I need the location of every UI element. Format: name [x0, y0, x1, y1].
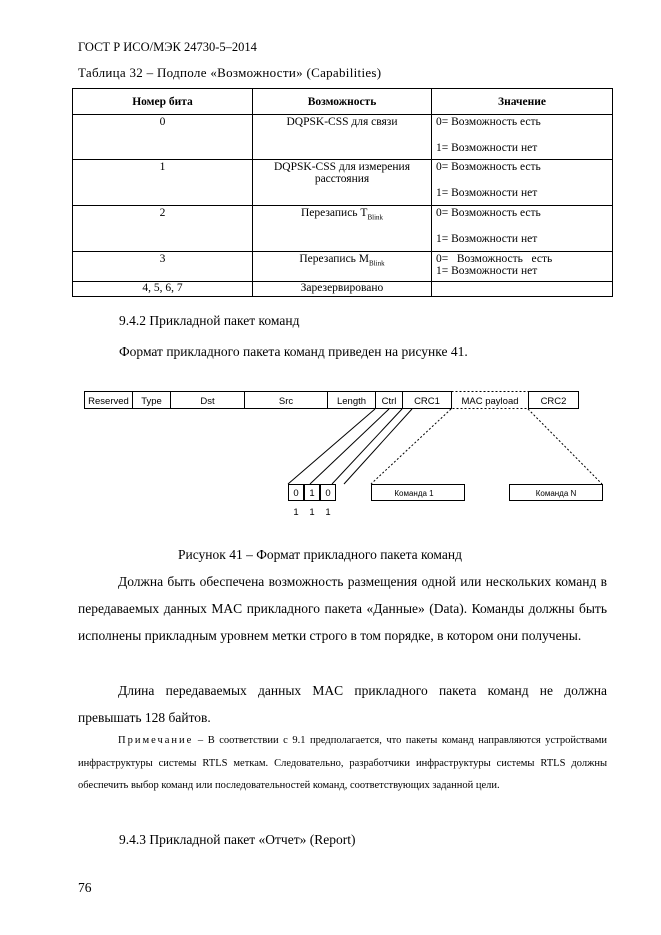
bit-label: 0 [293, 488, 299, 499]
field-src-label: Src [278, 396, 294, 407]
table-title: Таблица 32 – Подполе «Возможности» (Capabilities) [78, 65, 382, 80]
value-yes: 0= Возможность есть [436, 116, 541, 128]
column-header: Возможность [253, 89, 432, 115]
note-block [78, 730, 607, 798]
value-no: 1= Возможности нет [436, 233, 538, 245]
bit-cell: 3 [73, 252, 253, 282]
value-cell [432, 206, 613, 252]
ctrl-expand-line [332, 409, 402, 484]
bit-label: 1 [309, 488, 315, 499]
capability-subscript: Blink [369, 259, 385, 268]
capability-text: DQPSK-CSS для связи [286, 116, 398, 128]
bit-cell: 2 [73, 206, 253, 252]
table-header-row [73, 89, 613, 115]
command-last-label: Команда N [535, 489, 577, 498]
value-yes: 0= Возможность есть [436, 161, 541, 173]
section-heading-942: 9.4.2 Прикладной пакет команд [119, 313, 300, 328]
column-header: Значение [432, 89, 613, 115]
value-cell [432, 282, 613, 297]
table-row [73, 252, 613, 282]
capability-cell [253, 160, 432, 206]
field-reserved-label: Reserved [88, 396, 129, 407]
bit-value: 1 [293, 507, 299, 518]
value-yes: 0= Возможность есть [436, 253, 553, 265]
field-mac-payload-label: MAC payload [461, 396, 519, 407]
field-ctrl-label: Ctrl [381, 396, 397, 407]
capability-subscript: Blink [367, 213, 384, 222]
field-type-label: Type [141, 396, 162, 407]
crc1-expand-line [344, 409, 412, 484]
bit-value: 1 [325, 507, 331, 518]
bit-cell: 4, 5, 6, 7 [73, 282, 253, 297]
bit-value: 1 [309, 507, 315, 518]
value-no: 1= Возможности нет [436, 142, 538, 154]
command-packet-figure [84, 383, 609, 523]
payload-expand-line [528, 409, 602, 484]
field-length-label: Length [336, 396, 367, 407]
value-cell [432, 160, 613, 206]
value-no: 1= Возможности нет [436, 187, 538, 199]
bit-label: 0 [325, 488, 331, 499]
note-text: – В соответствии с 9.1 предполагается, что пакеты команд направляются устройствами инфраструктуры системы RTLS меткам. Следовательно, разработчики инфраструктуры системы RTLS должны обеспечить выбор команд или последовательностей команд, соответствующих заданной цели. [78, 735, 607, 791]
figure-reference-text: Формат прикладного пакета команд приведен на рисунке 41. [119, 344, 468, 359]
value-yes: 0= Возможность есть [436, 207, 541, 219]
value-cell [432, 115, 613, 160]
table-row [73, 115, 613, 160]
capability-text: Перезапись M [299, 253, 370, 265]
capability-text: Перезапись T [300, 207, 368, 219]
column-header: Номер бита [73, 89, 253, 115]
table-row [73, 206, 613, 252]
document-header: ГОСТ Р ИСО/МЭК 24730-5–2014 [78, 40, 257, 54]
ctrl-expand-line [288, 409, 375, 484]
capability-cell [253, 115, 432, 160]
paragraph-length-limit: Длина передаваемых данных MAC прикладного пакета команд не должна превышать 128 байтов. [78, 683, 607, 725]
command-first-label: Команда 1 [394, 489, 434, 498]
capability-cell [253, 206, 432, 252]
field-crc2-label: CRC2 [540, 396, 567, 407]
table-row [73, 282, 613, 297]
figure-caption: Рисунок 41 – Формат прикладного пакета команд [178, 547, 462, 562]
value-cell [432, 252, 613, 282]
ctrl-expand-line [310, 409, 389, 484]
capability-text: Зарезервировано [300, 282, 384, 294]
paragraph-commands-placement: Должна быть обеспечена возможность размещения одной или нескольких команд в передаваемых данных MAC прикладного пакета «Данные» (Data). Команды должны быть исполнены прикладным уровнем метки строго в том порядке, в котором они получены. [78, 574, 607, 643]
bit-cell: 0 [73, 115, 253, 160]
payload-expand-line [371, 409, 451, 484]
capability-cell [253, 282, 432, 297]
capability-text: DQPSK-CSS для измерения расстояния [274, 161, 410, 185]
field-crc1-label: CRC1 [414, 396, 440, 407]
field-dst-label: Dst [200, 396, 215, 407]
capabilities-table [72, 88, 613, 297]
page-number: 76 [78, 880, 92, 895]
bit-cell: 1 [73, 160, 253, 206]
table-row [73, 160, 613, 206]
value-no: 1= Возможности нет [436, 265, 538, 277]
section-heading-943: 9.4.3 Прикладной пакет «Отчет» (Report) [119, 832, 356, 847]
note-label: Примечание [118, 735, 194, 746]
capability-cell [253, 252, 432, 282]
